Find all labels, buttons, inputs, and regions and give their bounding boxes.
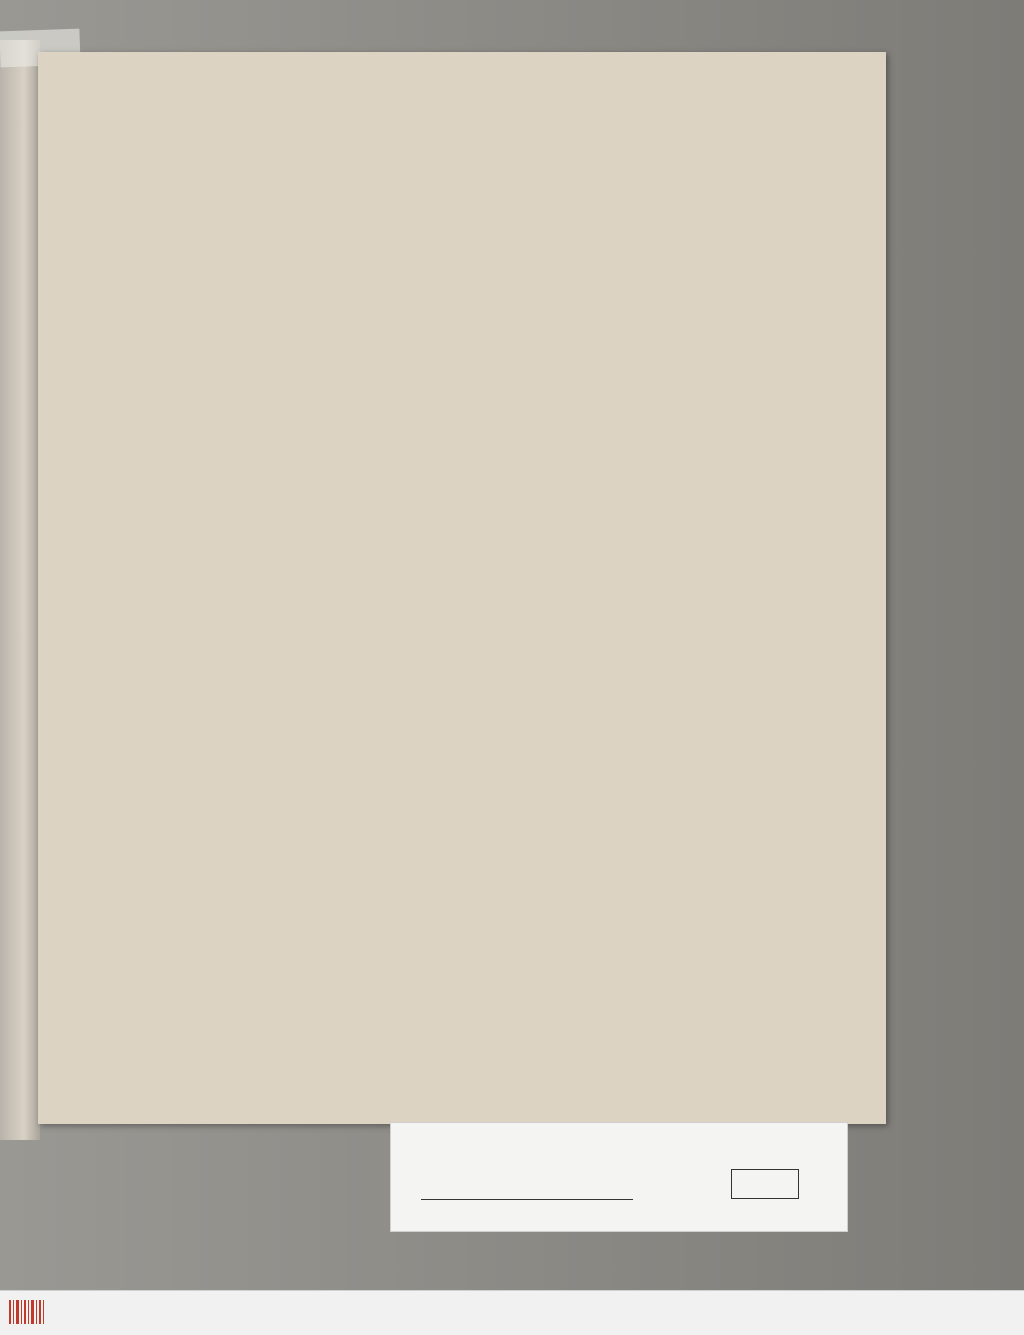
- previous-page-edge: [0, 40, 40, 1140]
- barcode-icon: [8, 1297, 46, 1327]
- measurement-ruler: [421, 1169, 633, 1200]
- color-calibration-card: [390, 1122, 848, 1232]
- dfg-logo: [934, 1297, 1016, 1327]
- ruler-labels: [413, 1201, 643, 1221]
- gray-scale-swatches: [731, 1169, 799, 1199]
- page-foot: [94, 898, 654, 922]
- footer-bar: [0, 1290, 1024, 1335]
- book-page: [38, 52, 886, 1124]
- running-head: [94, 92, 654, 122]
